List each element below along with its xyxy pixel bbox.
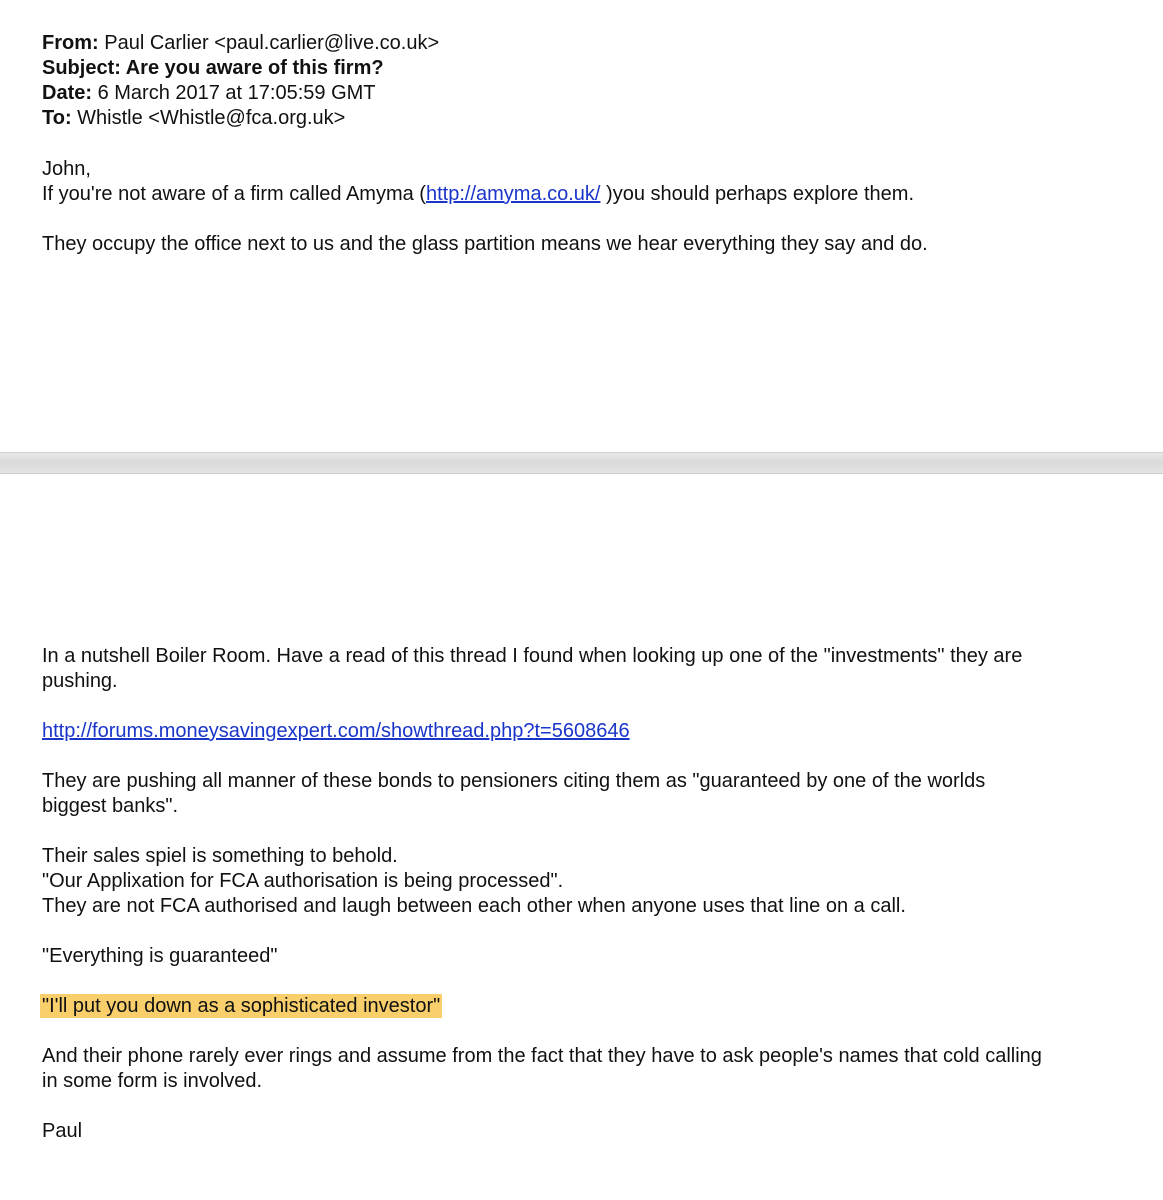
to-row (42, 106, 1142, 131)
nutshell-line-2: pushing. (42, 670, 118, 692)
bonds-line-2: biggest banks". (42, 795, 179, 817)
phone-line-1: And their phone rarely ever rings and assume from the fact that they have to ask people's names that cold calling (42, 1045, 1042, 1067)
email-page-bottom (0, 474, 1163, 1200)
date-value: 6 March 2017 at 17:05:59 GMT (97, 82, 376, 104)
email-page-top (0, 0, 1163, 452)
intro-text-after: )you should perhaps explore them. (600, 183, 914, 205)
from-row (42, 31, 1142, 56)
intro-paragraph (42, 182, 1142, 207)
spiel-line-1: Their sales spiel is something to behold. (42, 845, 398, 867)
forum-link-row (42, 719, 1142, 744)
bonds-line-1: They are pushing all manner of these bonds to pensioners citing them as "guaranteed by one of the worlds (42, 770, 986, 792)
amyma-link[interactable]: http://amyma.co.uk/ (425, 183, 601, 205)
page-divider (0, 452, 1163, 474)
email-body-bottom (42, 644, 1142, 1144)
subject-row (42, 56, 1142, 81)
date-label: Date: (42, 82, 93, 104)
spiel-line-3: They are not FCA authorised and laugh between each other when anyone uses that line on a call. (42, 895, 906, 917)
email-body-top (42, 157, 1142, 257)
signoff: Paul (42, 1120, 83, 1142)
email-header (42, 31, 1142, 131)
from-label: From: (42, 32, 99, 54)
guaranteed-quote: "Everything is guaranteed" (42, 945, 278, 967)
forum-thread-link[interactable]: http://forums.moneysavingexpert.com/showthread.php?t=5608646 (42, 720, 630, 742)
to-label: To: (42, 107, 72, 129)
sophisticated-quote-row (42, 994, 1142, 1019)
subject-value: Are you aware of this firm? (125, 57, 384, 79)
office-paragraph: They occupy the office next to us and the glass partition means we hear everything they say and do. (42, 233, 928, 255)
to-value: Whistle <Whistle@fca.org.uk> (77, 107, 346, 129)
from-value: Paul Carlier <paul.carlier@live.co.uk> (104, 32, 440, 54)
phone-line-2: in some form is involved. (42, 1070, 263, 1092)
date-row (42, 81, 1142, 106)
nutshell-line-1: In a nutshell Boiler Room. Have a read of this thread I found when looking up one of the "investments" they are (42, 645, 1023, 667)
greeting: John, (42, 158, 91, 180)
subject-label: Subject: (42, 57, 121, 79)
intro-text-before: If you're not aware of a firm called Amyma ( (42, 183, 426, 205)
spiel-line-2: "Our Applixation for FCA authorisation is being processed". (42, 870, 564, 892)
highlighted-quote: "I'll put you down as a sophisticated investor" (42, 995, 441, 1017)
